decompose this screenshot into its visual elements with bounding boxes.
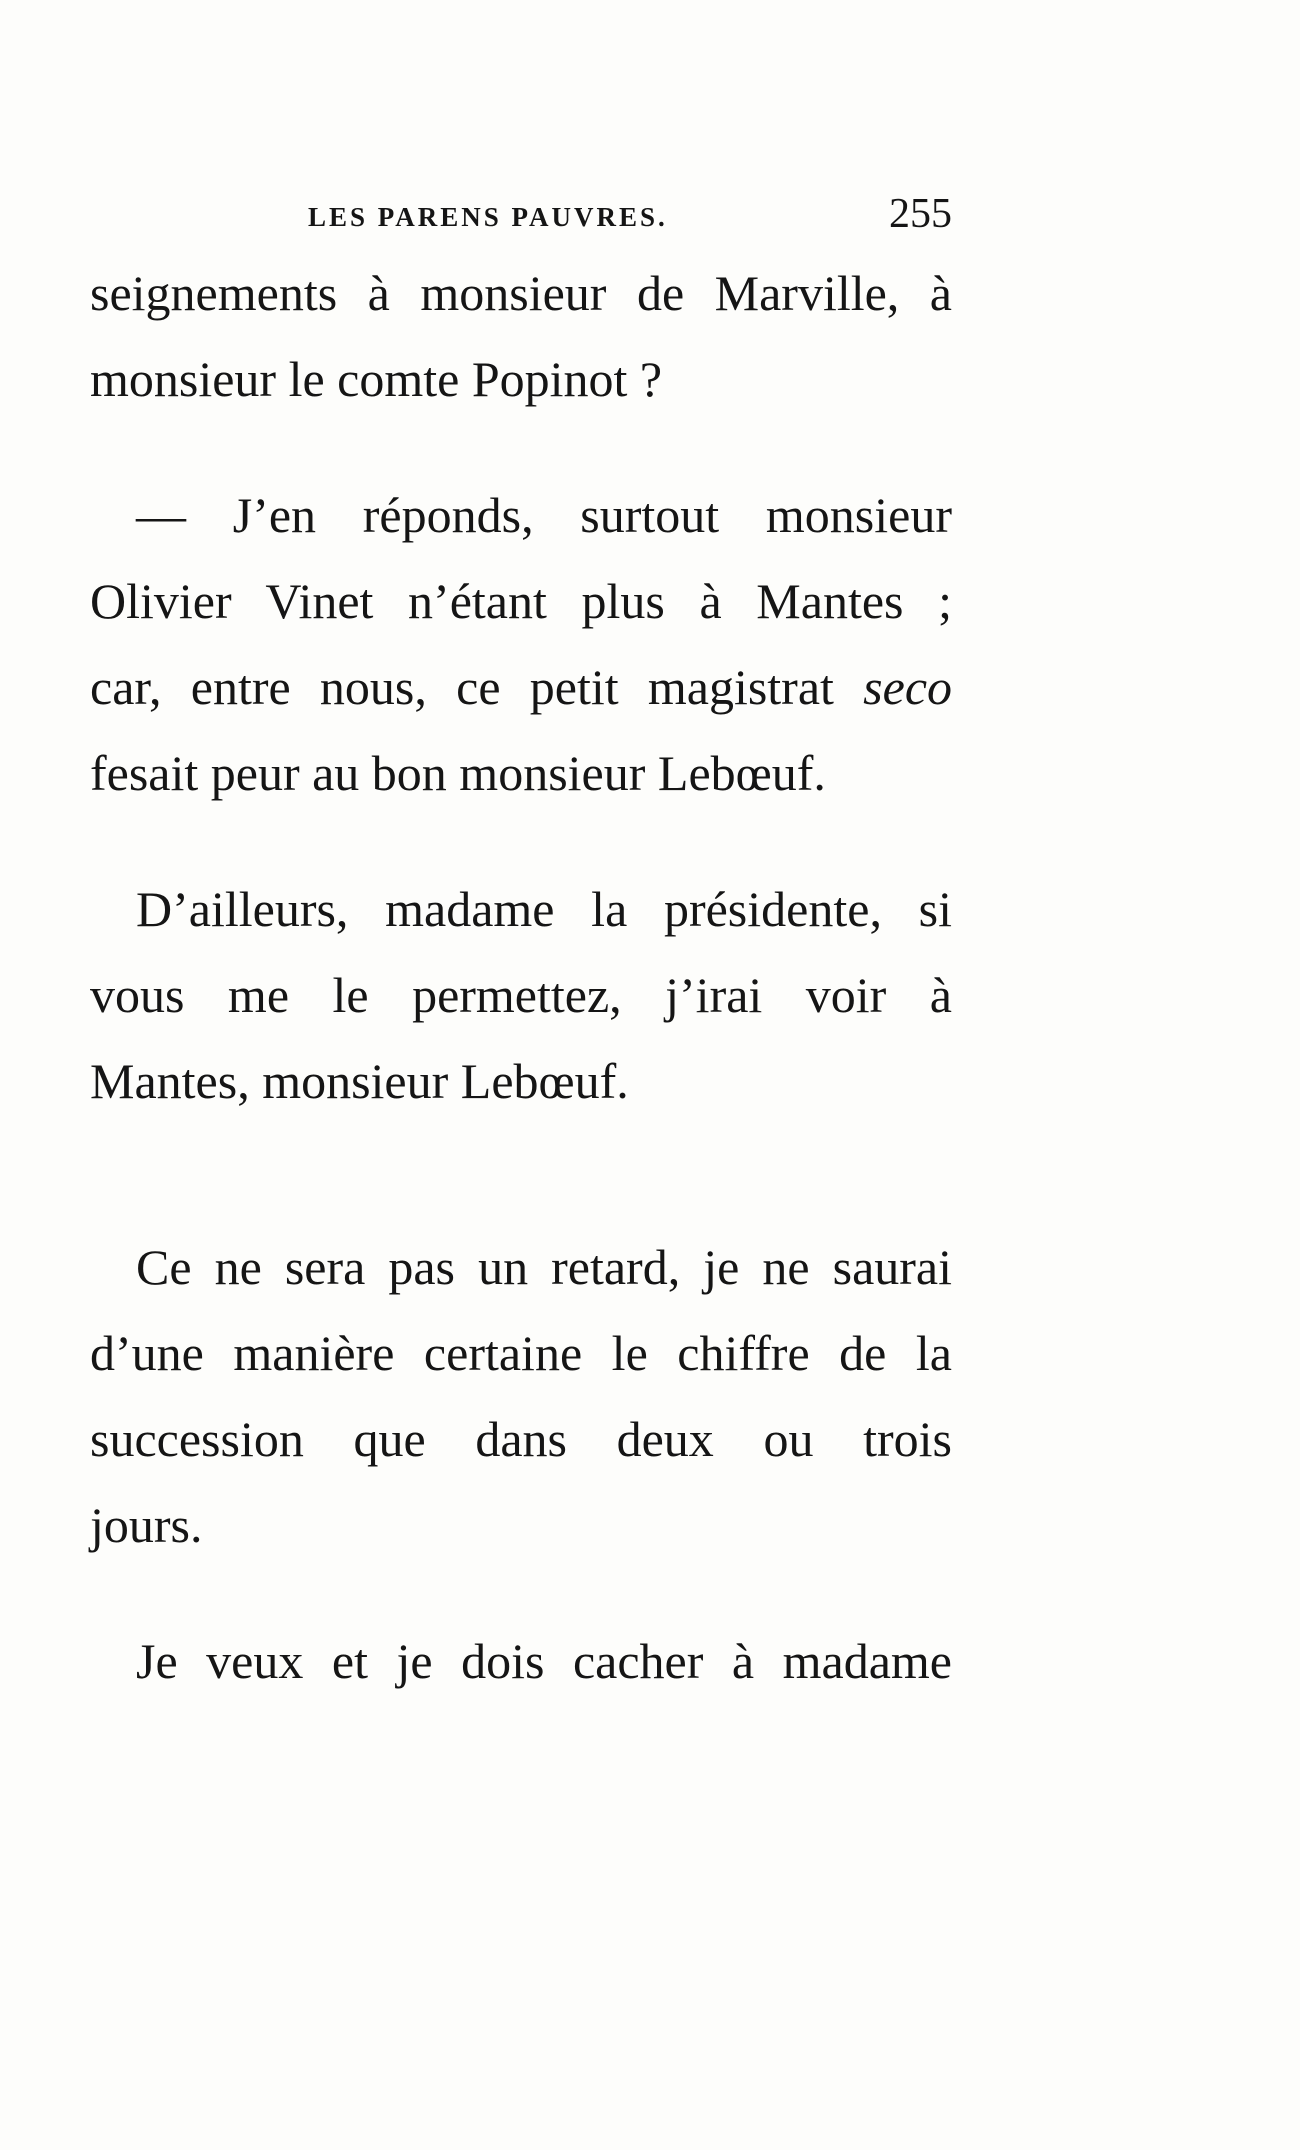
- text-line: jours.: [90, 1497, 203, 1553]
- italic-word: seco: [863, 659, 953, 715]
- paragraph-1: [90, 250, 952, 422]
- text-line: D’ailleurs, madame la présidente, si: [136, 881, 952, 937]
- paragraph-4: [90, 1224, 952, 1568]
- text-segment: car, entre nous, ce petit magistrat: [90, 659, 834, 715]
- text-line: seignements à monsieur de Marville, à: [90, 265, 952, 321]
- text-line: Je veux et je dois cacher à madame: [136, 1633, 952, 1689]
- running-title: LES PARENS PAUVRES.: [308, 202, 668, 232]
- page-text-block: [90, 190, 952, 1704]
- paragraph-2: [90, 472, 952, 816]
- text-line: monsieur le comte Popinot ?: [90, 351, 663, 407]
- text-line: Mantes, monsieur Lebœuf.: [90, 1053, 629, 1109]
- text-line: vous me le permettez, j’irai voir à: [90, 967, 952, 1023]
- text-line: Olivier Vinet n’étant plus à Mantes ;: [90, 573, 952, 629]
- text-line: — J’en réponds, surtout monsieur: [136, 487, 952, 543]
- text-line: d’une manière certaine le chiffre de la: [90, 1325, 952, 1381]
- running-head: [90, 190, 952, 250]
- paragraph-3: [90, 866, 952, 1124]
- paragraph-5: [90, 1618, 952, 1704]
- text-line: fesait peur au bon monsieur Lebœuf.: [90, 745, 826, 801]
- text-line: Ce ne sera pas un retard, je ne saurai: [136, 1239, 952, 1295]
- text-line: succession que dans deux ou trois: [90, 1411, 952, 1467]
- page-number: 255: [889, 191, 952, 237]
- text-line-with-italic: [90, 644, 952, 730]
